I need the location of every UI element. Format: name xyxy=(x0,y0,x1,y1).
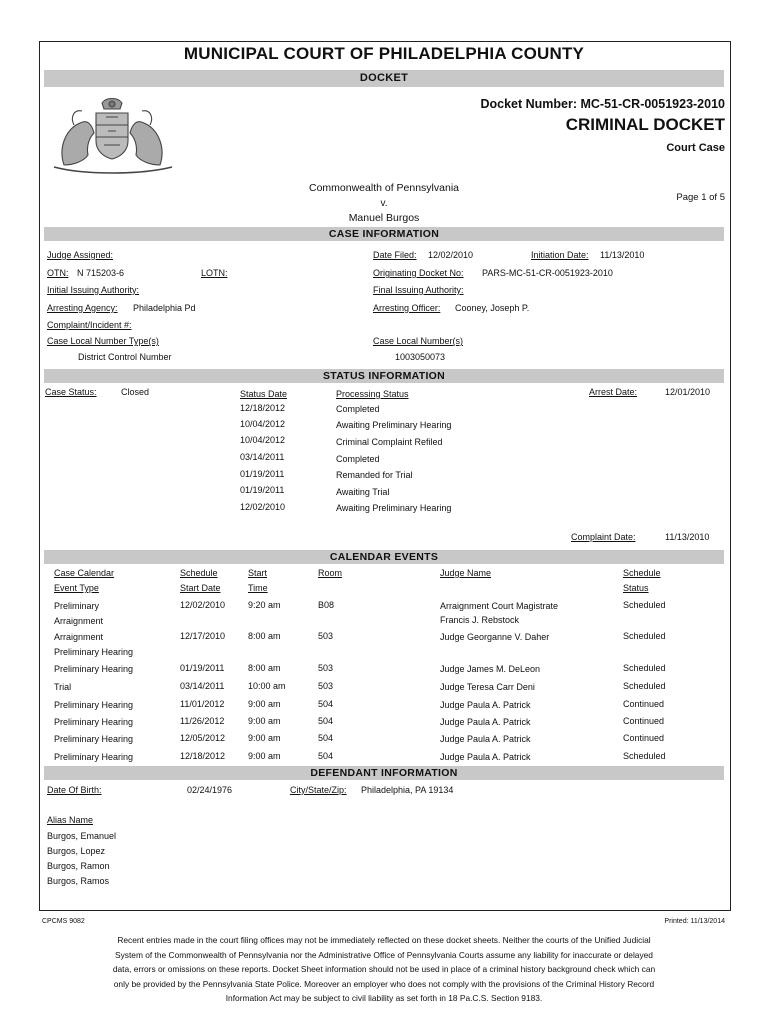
date-filed-value: 12/02/2010 xyxy=(428,250,474,260)
arresting-officer-label: Arresting Officer: xyxy=(373,303,441,313)
col-start-2: Time xyxy=(248,583,268,593)
arrest-date-value: 12/01/2010 xyxy=(665,387,711,397)
case-local-number-type-value: District Control Number xyxy=(78,352,172,362)
disclaimer-line: System of the Commonwealth of Pennsylvania nor the Administrative Office of Pennsylvania Courts assume any liability for inaccurate or delayed xyxy=(115,950,653,960)
event-room: B08 xyxy=(318,600,335,610)
event-room: 504 xyxy=(318,733,334,743)
status-row-status: Awaiting Trial xyxy=(336,487,390,497)
originating-docket-value: PARS-MC-51-CR-0051923-2010 xyxy=(482,268,613,278)
lotn-label: LOTN: xyxy=(201,268,228,278)
col-schedule-2: Start Date xyxy=(180,583,221,593)
status-row-date: 01/19/2011 xyxy=(240,469,285,479)
status-row-status: Awaiting Preliminary Hearing xyxy=(336,420,452,430)
case-status-value: Closed xyxy=(121,387,150,397)
event-time: 10:00 am xyxy=(248,681,286,691)
status-row-status: Remanded for Trial xyxy=(336,470,413,480)
caption-versus: v. xyxy=(380,198,388,209)
arresting-agency-value: Philadelphia Pd xyxy=(133,303,196,313)
criminal-docket-heading: CRIMINAL DOCKET xyxy=(565,115,725,134)
final-issuing-authority-label: Final Issuing Authority: xyxy=(373,285,464,295)
event-judge: Francis J. Rebstock xyxy=(440,615,520,625)
disclaimer-line: data, errors or omissions on these reports. Docket Sheet information should not be used in place of a criminal history background check which can xyxy=(112,964,656,974)
status-row-status: Awaiting Preliminary Hearing xyxy=(336,503,452,513)
case-local-number-type-label: Case Local Number Type(s) xyxy=(47,336,159,346)
col-start-1: Start xyxy=(248,568,268,578)
alias-name: Burgos, Lopez xyxy=(47,846,106,856)
case-local-number-label: Case Local Number(s) xyxy=(373,336,464,346)
event-type: Preliminary Hearing xyxy=(54,717,134,727)
court-case-label: Court Case xyxy=(666,142,725,154)
event-judge: Judge Paula A. Patrick xyxy=(440,734,531,744)
event-type: Preliminary Hearing xyxy=(54,734,134,744)
event-room: 504 xyxy=(318,751,334,761)
status-row-status: Completed xyxy=(336,404,380,414)
page-number: Page 1 of 5 xyxy=(676,192,725,203)
alias-name: Burgos, Ramon xyxy=(47,861,110,871)
event-time: 9:20 am xyxy=(248,600,281,610)
event-date: 01/19/2011 xyxy=(180,663,225,673)
event-type: Preliminary xyxy=(54,601,100,611)
event-room: 504 xyxy=(318,716,334,726)
event-type: Arraignment xyxy=(54,632,104,642)
docket-number: Docket Number: MC-51-CR-0051923-2010 xyxy=(480,97,725,111)
initial-issuing-authority-label: Initial Issuing Authority: xyxy=(47,285,140,295)
col-judge-name: Judge Name xyxy=(440,568,492,578)
event-type: Preliminary Hearing xyxy=(54,664,134,674)
status-information-bar: STATUS INFORMATION xyxy=(44,369,724,383)
event-room: 504 xyxy=(318,699,334,709)
event-date: 12/02/2010 xyxy=(180,600,226,610)
event-status: Scheduled xyxy=(623,600,666,610)
arresting-agency-label: Arresting Agency: xyxy=(47,303,118,313)
alias-name: Burgos, Ramos xyxy=(47,876,110,886)
initiation-date-label: Initiation Date: xyxy=(531,250,589,260)
event-status: Scheduled xyxy=(623,751,666,761)
disclaimer-line: Recent entries made in the court filing offices may not be immediately reflected on these docket sheets. Neither the courts of the Unified Judicial xyxy=(117,935,651,945)
status-row-status: Criminal Complaint Refiled xyxy=(336,437,443,447)
event-type: Preliminary Hearing xyxy=(54,647,134,657)
event-judge: Judge Paula A. Patrick xyxy=(440,717,531,727)
event-judge: Judge Georganne V. Daher xyxy=(440,632,550,642)
event-type: Arraignment xyxy=(54,616,104,626)
event-time: 9:00 am xyxy=(248,733,281,743)
col-status-1: Schedule xyxy=(623,568,661,578)
col-status-2: Status xyxy=(623,583,649,593)
date-of-birth-value: 02/24/1976 xyxy=(187,785,233,795)
event-status: Scheduled xyxy=(623,681,666,691)
event-status: Scheduled xyxy=(623,663,666,673)
event-status: Continued xyxy=(623,716,665,726)
complaint-date-label: Complaint Date: xyxy=(571,532,636,542)
event-room: 503 xyxy=(318,631,334,641)
pennsylvania-coat-of-arms-seal xyxy=(44,95,186,177)
initiation-date-value: 11/13/2010 xyxy=(600,250,645,260)
status-row-date: 10/04/2012 xyxy=(240,419,286,429)
status-row-date: 12/02/2010 xyxy=(240,502,286,512)
case-status-label: Case Status: xyxy=(45,387,97,397)
col-room: Room xyxy=(318,568,343,578)
arresting-officer-value: Cooney, Joseph P. xyxy=(455,303,530,313)
event-time: 8:00 am xyxy=(248,631,281,641)
caption-defendant: Manuel Burgos xyxy=(348,212,420,224)
event-date: 12/17/2010 xyxy=(180,631,226,641)
disclaimer-line: only be provided by the Pennsylvania State Police. Moreover an employer who does not comply with the provisions of the Criminal History Record xyxy=(113,979,655,989)
event-type: Preliminary Hearing xyxy=(54,752,134,762)
col-event-type-1: Case Calendar xyxy=(54,568,115,578)
event-judge: Judge Paula A. Patrick xyxy=(440,752,531,762)
status-row-date: 10/04/2012 xyxy=(240,435,286,445)
event-date: 11/01/2012 xyxy=(180,699,225,709)
status-row-date: 01/19/2011 xyxy=(240,485,285,495)
status-row-date: 12/18/2012 xyxy=(240,403,286,413)
judge-assigned-label: Judge Assigned: xyxy=(47,250,114,260)
col-event-type-2: Event Type xyxy=(54,583,99,593)
event-time: 9:00 am xyxy=(248,716,281,726)
status-row-date: 03/14/2011 xyxy=(240,452,285,462)
case-information-bar: CASE INFORMATION xyxy=(44,227,724,241)
arrest-date-label: Arrest Date: xyxy=(589,387,638,397)
status-date-header: Status Date xyxy=(240,389,288,399)
event-status: Continued xyxy=(623,733,665,743)
event-date: 12/05/2012 xyxy=(180,733,226,743)
originating-docket-label: Originating Docket No: xyxy=(373,268,464,278)
event-type: Preliminary Hearing xyxy=(54,700,134,710)
otn-value: N 715203-6 xyxy=(77,268,125,278)
event-date: 11/26/2012 xyxy=(180,716,225,726)
event-room: 503 xyxy=(318,663,334,673)
docket-bar: DOCKET xyxy=(44,70,724,87)
caption-plaintiff: Commonwealth of Pennsylvania xyxy=(309,182,459,194)
status-row-status: Completed xyxy=(336,454,380,464)
processing-status-header: Processing Status xyxy=(336,389,409,399)
calendar-events-bar: CALENDAR EVENTS xyxy=(44,550,724,564)
city-state-zip-value: Philadelphia, PA 19134 xyxy=(361,785,454,795)
event-status: Scheduled xyxy=(623,631,666,641)
event-time: 8:00 am xyxy=(248,663,281,673)
event-judge: Arraignment Court Magistrate xyxy=(440,601,559,611)
complaint-incident-label: Complaint/Incident #: xyxy=(47,320,132,330)
complaint-date-value: 11/13/2010 xyxy=(665,532,710,542)
event-status: Continued xyxy=(623,699,665,709)
form-id: CPCMS 9082 xyxy=(42,918,85,925)
event-time: 9:00 am xyxy=(248,751,281,761)
disclaimer-line: Information Act may be subject to civil liability as set forth in 18 Pa.C.S. Section 9183. xyxy=(225,993,543,1003)
alias-name-label: Alias Name xyxy=(47,815,94,825)
event-type: Trial xyxy=(54,682,72,692)
event-time: 9:00 am xyxy=(248,699,281,709)
event-date: 03/14/2011 xyxy=(180,681,225,691)
defendant-information-bar: DEFENDANT INFORMATION xyxy=(44,766,724,780)
city-state-zip-label: City/State/Zip: xyxy=(290,785,347,795)
col-schedule-1: Schedule xyxy=(180,568,218,578)
printed-date: Printed: 11/13/2014 xyxy=(664,918,725,925)
event-judge: Judge Paula A. Patrick xyxy=(440,700,531,710)
event-judge: Judge Teresa Carr Deni xyxy=(440,682,535,692)
case-local-number-value: 1003050073 xyxy=(395,352,446,362)
otn-label: OTN: xyxy=(47,268,69,278)
event-judge: Judge James M. DeLeon xyxy=(440,664,541,674)
event-room: 503 xyxy=(318,681,334,691)
alias-name: Burgos, Emanuel xyxy=(47,831,117,841)
date-filed-label: Date Filed: xyxy=(373,250,417,260)
court-title: MUNICIPAL COURT OF PHILADELPHIA COUNTY xyxy=(183,44,585,63)
event-date: 12/18/2012 xyxy=(180,751,226,761)
date-of-birth-label: Date Of Birth: xyxy=(47,785,102,795)
